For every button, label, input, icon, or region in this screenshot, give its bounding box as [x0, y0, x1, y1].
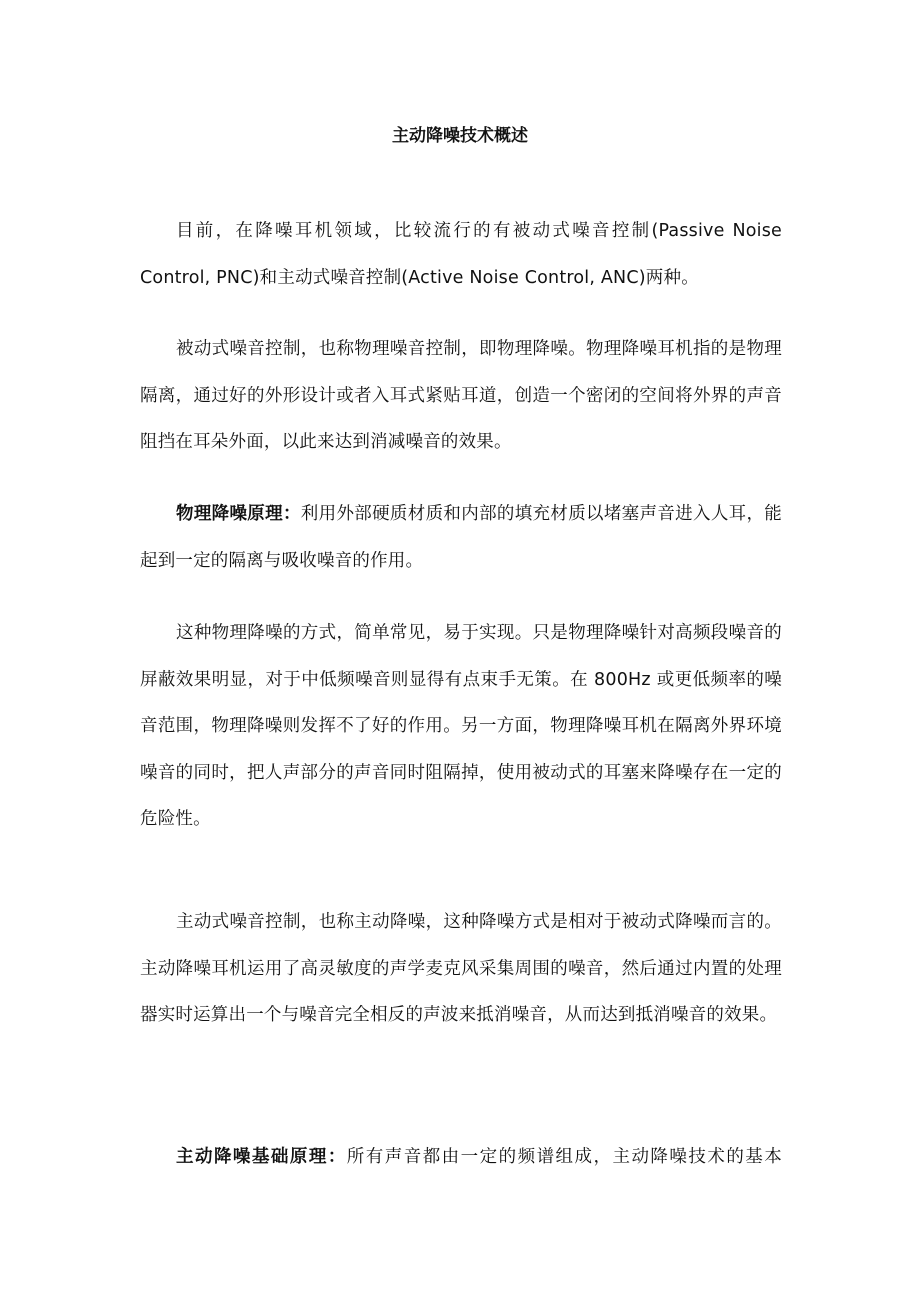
paragraph-bold-lead: 主动降噪基础原理： [176, 1147, 347, 1167]
paragraph-passive-noise-control [140, 326, 782, 466]
paragraph-bold-lead: 物理降噪原理： [176, 504, 301, 524]
paragraph-text: 利用外部硬质材质和内部的填充材质以堵塞声音进入人耳，能起到一定的隔离与吸收噪音的作用。 [140, 504, 782, 571]
paragraph-text: 所有声音都由一定的频谱组成，主动降噪技术的基本 [346, 1147, 782, 1167]
paragraph-text: 被动式噪音控制，也称物理噪音控制，即物理降噪。物理降噪耳机指的是物理隔离，通过好的外形设计或者入耳式紧贴耳道，创造一个密闭的空间将外界的声音阻挡在耳朵外面，以此来达到消减噪音的效果。 [140, 339, 782, 452]
paragraph-active-principle [140, 1134, 782, 1181]
paragraph-text: 目前，在降噪耳机领域，比较流行的有被动式噪音控制(Passive Noise Control, PNC)和主动式噪音控制(Active Noise Control, ANC)两种。 [140, 221, 782, 288]
paragraph-text: 这种物理降噪的方式，简单常见，易于实现。只是物理降噪针对高频段噪音的屏蔽效果明显，对于中低频噪音则显得有点束手无策。在 800Hz 或更低频率的噪音范围，物理降噪则发挥不了好的作用。另一方面，物理降噪耳机在隔离外界环境噪音的同时，把人声部分的声音同时阻隔掉，使用被动式的耳塞来降噪存在一定的危险性。 [140, 623, 782, 829]
paragraph-physical-principle [140, 491, 782, 584]
paragraph-text: 主动式噪音控制，也称主动降噪，这种降噪方式是相对于被动式降噪而言的。主动降噪耳机运用了高灵敏度的声学麦克风采集周围的噪音，然后通过内置的处理器实时运算出一个与噪音完全相反的声波来抵消噪音，从而达到抵消噪音的效果。 [140, 912, 782, 1025]
paragraph-physical-limitations [140, 610, 782, 843]
paragraph-passive-active-intro [140, 208, 782, 301]
document-title: 主动降噪技术概述 [392, 126, 528, 146]
paragraph-active-noise-control [140, 899, 782, 1039]
